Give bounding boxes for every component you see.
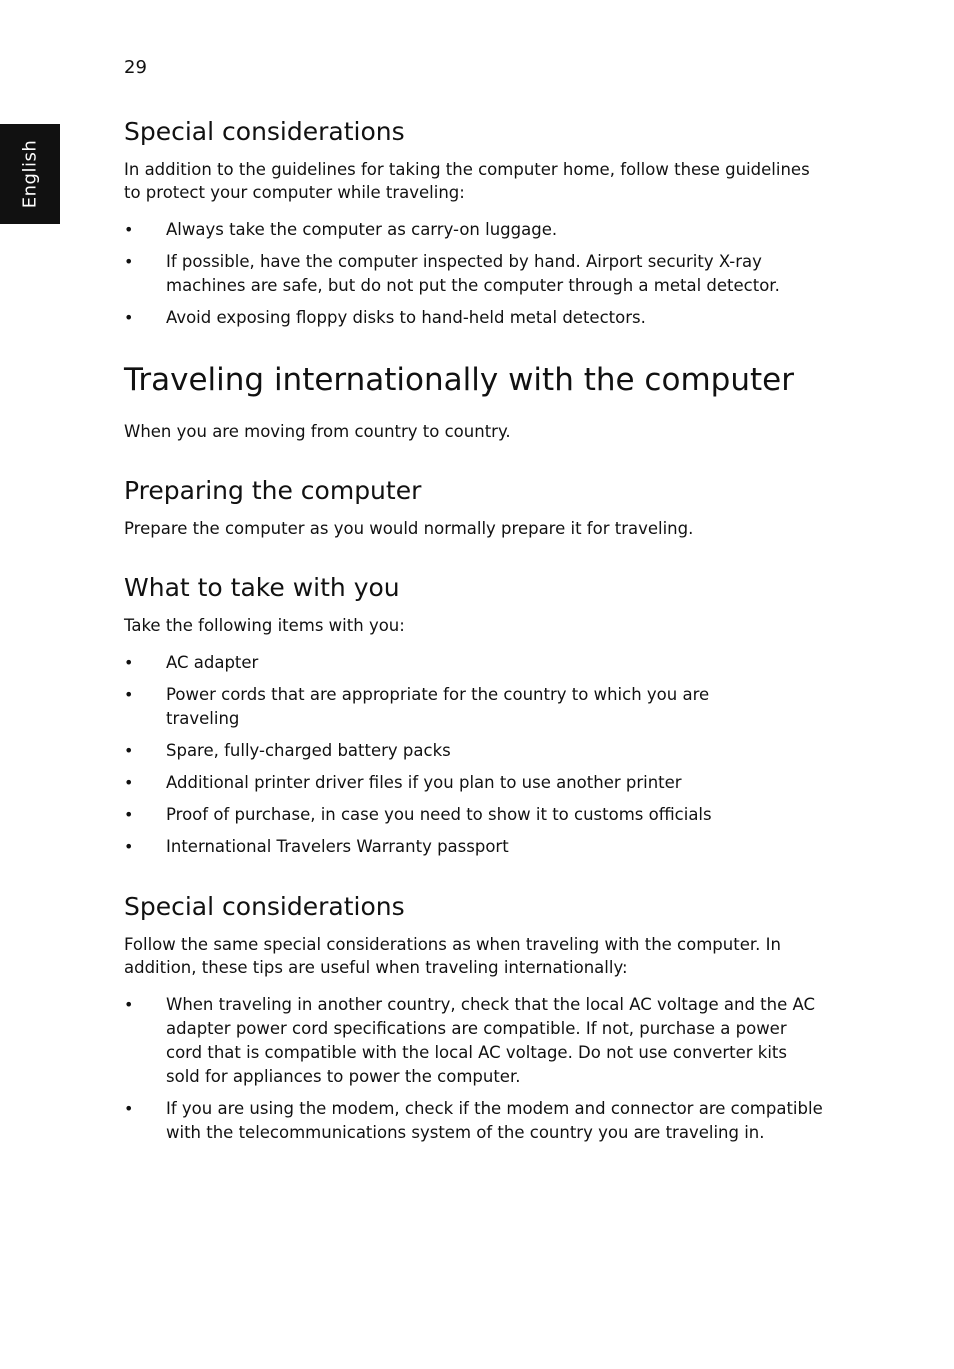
section-body: Prepare the computer as you would normally prepare it for traveling. — [124, 519, 694, 538]
list-item: • Always take the computer as carry-on luggage. — [124, 218, 824, 242]
list-item: • When traveling in another country, check that the local AC voltage and the AC adapter power cord specifications are compatible. If not, purchase a power cord that is compatible with the local AC voltage. Do not use converter kits sold for appliances to power the computer. — [124, 993, 824, 1089]
page-number: 29 — [124, 57, 147, 78]
bullet-list — [124, 651, 824, 859]
section-intro: When you are moving from country to country. — [124, 422, 511, 441]
list-item: • International Travelers Warranty passport — [124, 835, 726, 859]
section-intro: In addition to the guidelines for taking the computer home, follow these guidelines to protect your computer while traveling: — [124, 160, 810, 202]
list-item: • Avoid exposing floppy disks to hand-held metal detectors. — [124, 306, 824, 330]
section-intro: Follow the same special considerations as when traveling with the computer. In addition, these tips are useful when traveling internationally: — [124, 935, 781, 977]
section-heading: Special considerations — [124, 892, 405, 921]
language-tab-label: English — [19, 139, 41, 209]
section-heading: Special considerations — [124, 117, 405, 146]
section-intro: Take the following items with you: — [124, 616, 405, 635]
page-content — [124, 114, 824, 1175]
section-heading: Preparing the computer — [124, 476, 422, 505]
list-item: • Proof of purchase, in case you need to show it to customs officials — [124, 803, 726, 827]
bullet-list — [124, 993, 824, 1145]
section-heading: What to take with you — [124, 573, 400, 602]
list-item: • If possible, have the computer inspected by hand. Airport security X-ray machines are safe, but do not put the computer through a metal detector. — [124, 250, 824, 298]
section-special-considerations-travel — [124, 114, 824, 330]
list-item: • Power cords that are appropriate for the country to which you are traveling — [124, 683, 726, 731]
list-item: • Additional printer driver files if you plan to use another printer — [124, 771, 726, 795]
list-item: • Spare, fully-charged battery packs — [124, 739, 726, 763]
bullet-list — [124, 218, 824, 330]
section-special-considerations-international — [124, 889, 824, 1145]
list-item: • If you are using the modem, check if the modem and connector are compatible with the telecommunications system of the country you are traveling in. — [124, 1097, 824, 1145]
language-tab — [0, 124, 60, 224]
section-preparing-the-computer — [124, 473, 824, 540]
section-what-to-take — [124, 570, 824, 859]
list-item: • AC adapter — [124, 651, 726, 675]
section-traveling-internationally — [124, 360, 824, 443]
chapter-heading: Traveling internationally with the computer — [124, 362, 794, 398]
